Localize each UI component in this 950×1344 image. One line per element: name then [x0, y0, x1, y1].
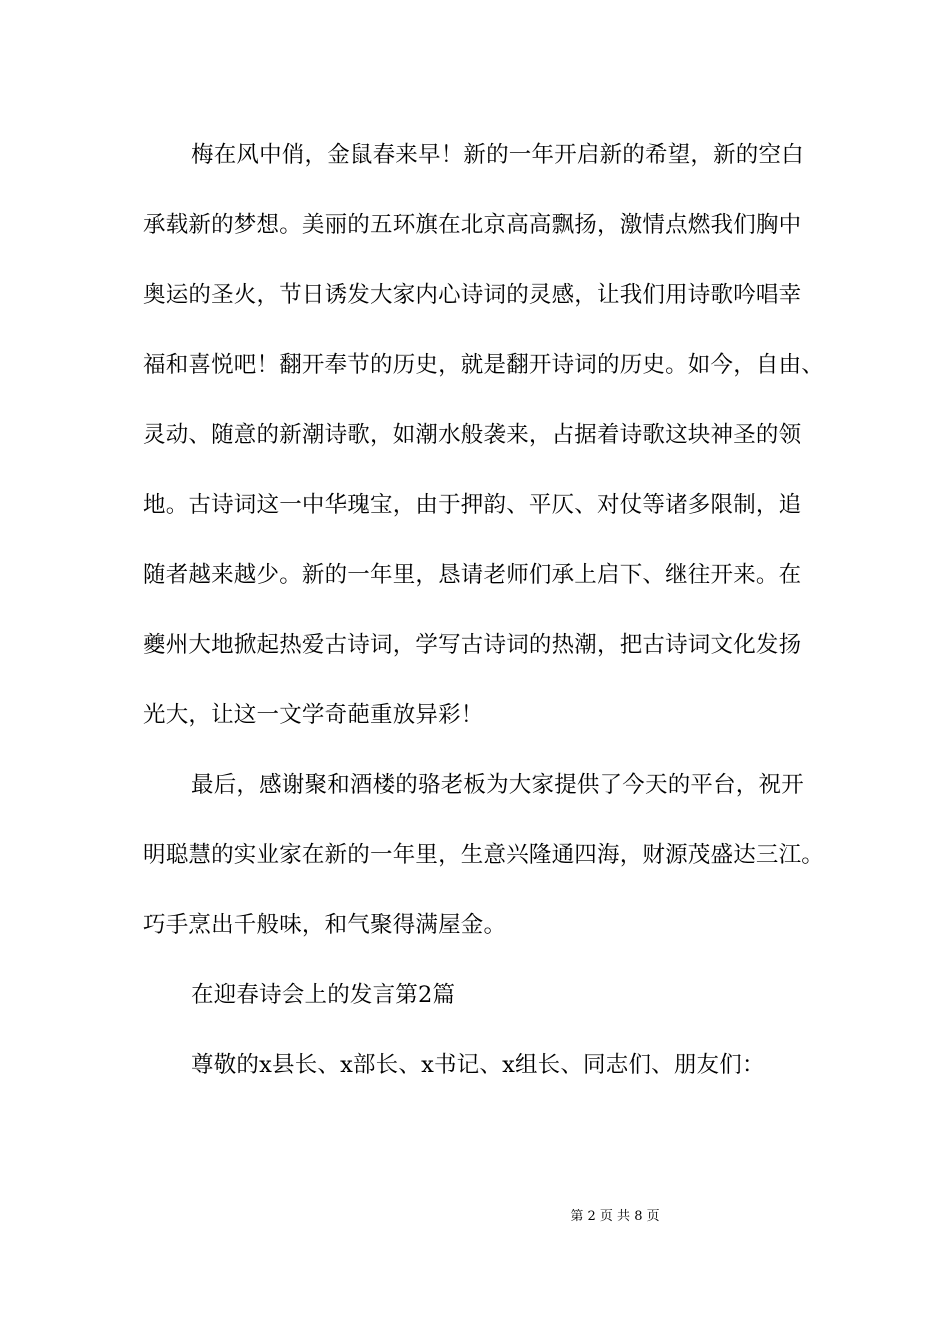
paragraph-line: 最后，感谢聚和酒楼的骆老板为大家提供了今天的平台，祝开 — [191, 772, 804, 798]
paragraph-line: 地。古诗词这一中华瑰宝，由于押韵、平仄、对仗等诸多限制，追 — [143, 492, 802, 518]
paragraph-line: 灵动、随意的新潮诗歌，如潮水般袭来，占据着诗歌这块神圣的领 — [143, 422, 802, 448]
paragraph-line: 奥运的圣火，节日诱发大家内心诗词的灵感，让我们用诗歌吟唱幸 — [143, 282, 802, 308]
section-heading: 在迎春诗会上的发言第2篇 — [191, 982, 456, 1008]
paragraph-line: 明聪慧的实业家在新的一年里，生意兴隆通四海，财源茂盛达三江。 — [143, 842, 825, 868]
paragraph-line: 承载新的梦想。美丽的五环旗在北京高高飘扬，激情点燃我们胸中 — [143, 212, 802, 238]
page-number-footer: 第 2 页 共 8 页 — [570, 1209, 660, 1224]
paragraph-line: 随者越来越少。新的一年里，恳请老师们承上启下、继往开来。在 — [143, 562, 802, 588]
paragraph-line: 光大，让这一文学奇葩重放异彩！ — [143, 702, 484, 728]
paragraph-line: 夔州大地掀起热爱古诗词，学写古诗词的热潮，把古诗词文化发扬 — [143, 632, 802, 658]
paragraph-line: 梅在风中俏，金鼠春来早！新的一年开启新的希望，新的空白 — [191, 142, 804, 168]
salutation-line: 尊敬的x县长、x部长、x书记、x组长、同志们、朋友们： — [191, 1052, 765, 1078]
paragraph-line: 福和喜悦吧！翻开奉节的历史，就是翻开诗词的历史。如今，自由、 — [143, 352, 825, 378]
paragraph-line: 巧手烹出千般味，和气聚得满屋金。 — [143, 912, 507, 938]
